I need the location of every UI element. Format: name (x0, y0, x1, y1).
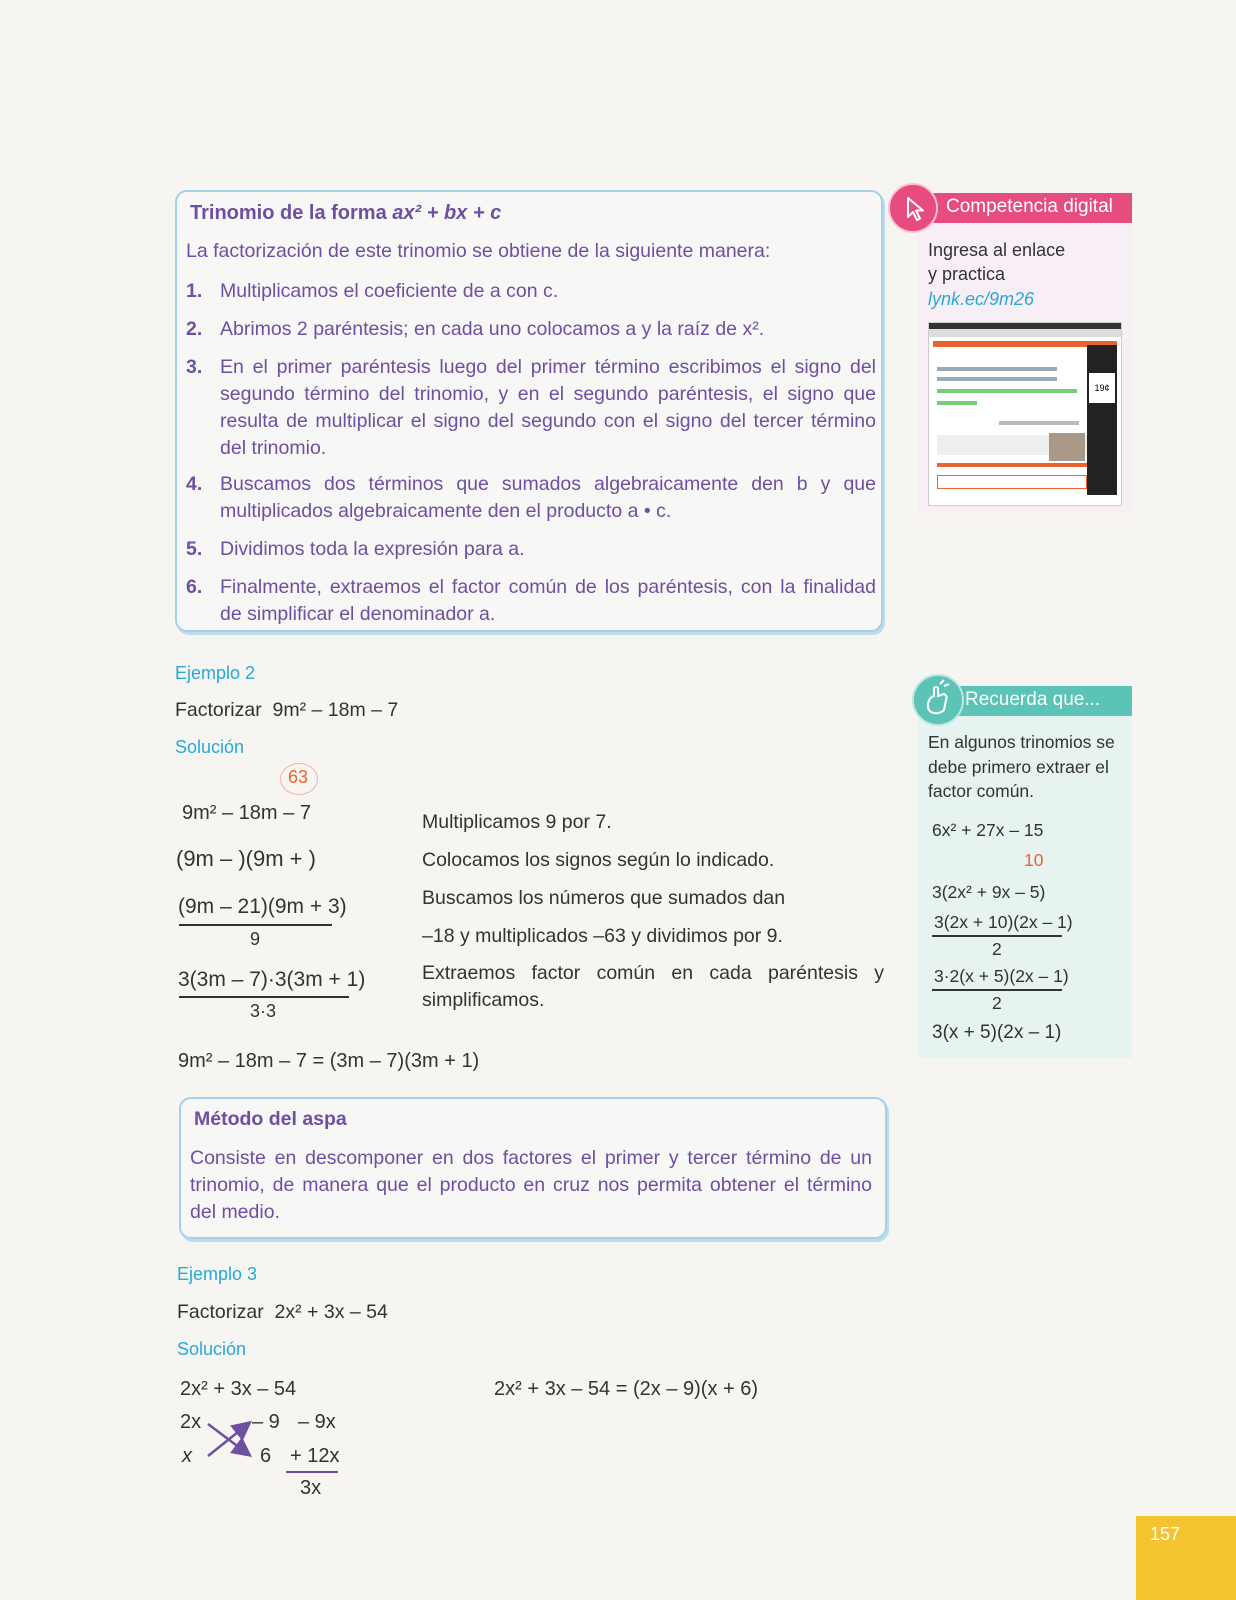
step-4 (186, 471, 876, 525)
cross-arrows-icon (204, 1418, 256, 1460)
ejemplo3-solucion: Solución (177, 1339, 247, 1359)
ejemplo2-frac2-num: 3(3m – 7)·3(3m + 1) (178, 968, 366, 991)
step-5 (186, 536, 876, 563)
step-number: 1. (186, 280, 203, 302)
ejemplo3-result: 2x² + 3x – 54 = (2x – 9)(x + 6) (494, 1378, 759, 1400)
statement-expression: 9m² – 18m – 7 (272, 699, 399, 721)
cross-product-sum: 3x (300, 1477, 322, 1499)
ejemplo2-label: Ejemplo 2 (175, 663, 256, 683)
fraction-bar (932, 989, 1062, 991)
explanation-2: Colocamos los signos según lo indicado. (422, 849, 775, 871)
step-text: Abrimos 2 paréntesis; en cada uno colocamos a y la raíz de x². (220, 318, 765, 340)
step-text: Dividimos toda la expresión para a. (220, 538, 525, 560)
ejemplo2-frac2-den: 3·3 (250, 1001, 277, 1021)
website-screenshot-thumbnail[interactable] (928, 322, 1122, 506)
step-number: 2. (186, 318, 203, 340)
recuerda-result: 3(x + 5)(2x – 1) (932, 1022, 1062, 1043)
step-number: 4. (186, 473, 203, 495)
fraction-bar (179, 996, 349, 998)
recuerda-text: En algunos trinomios se debe primero extraer el factor común. (928, 732, 1115, 801)
ejemplo2-frac1-den: 9 (250, 929, 261, 949)
cross-product-bottom: + 12x (290, 1445, 340, 1467)
step-text: Buscamos dos términos que sumados algebraicamente den b y que multiplicados algebraicamente den el producto a • c. (220, 473, 876, 522)
ejemplo3-statement (177, 1301, 388, 1324)
statement-expression: 2x² + 3x – 54 (274, 1301, 388, 1323)
aspa-right-top: – 9 (252, 1411, 280, 1433)
fraction-bar (932, 935, 1062, 937)
cross-product-top: – 9x (298, 1411, 336, 1433)
trinomio-intro: La factorización de este trinomio se obtiene de la siguiente manera: (186, 240, 771, 262)
step-6 (186, 574, 876, 628)
step-text: En el primer paréntesis luego del primer término escribimos el signo del segundo término del trinomio, y en el segundo paréntesis, el signo que resulta de multiplicar el signo del segundo con el signo del tercer término del trinomio. (220, 356, 876, 459)
ejemplo2-line1: 9m² – 18m – 7 (182, 802, 311, 824)
recuerda-product: 10 (1024, 850, 1044, 870)
step-text: Multiplicamos el coeficiente de a con c. (220, 280, 559, 302)
ejemplo2-frac1-num: (9m – 21)(9m + 3) (178, 895, 347, 918)
step-number: 6. (186, 576, 203, 598)
ejemplo3-label: Ejemplo 3 (177, 1264, 258, 1284)
page-number: 157 (1150, 1524, 1181, 1544)
trinomio-title-formula: ax² + bx + c (392, 202, 502, 224)
recuerda-frac1-den: 2 (992, 939, 1002, 959)
recuerda-expr: 6x² + 27x – 15 (932, 820, 1044, 840)
aspa-left-bottom: x (182, 1445, 192, 1467)
trinomio-title-prefix: Trinomio de la forma (190, 202, 393, 224)
ejemplo3-expr: 2x² + 3x – 54 (180, 1378, 297, 1400)
recuerda-title: Recuerda que... (965, 689, 1101, 710)
aspa-title: Método del aspa (194, 1108, 347, 1130)
ejemplo2-line2: (9m – )(9m + ) (176, 846, 316, 871)
recuerda-step1: 3(2x² + 9x – 5) (932, 882, 1046, 902)
ejemplo2-statement (175, 699, 398, 722)
step-3 (186, 354, 876, 462)
thumb-price: 19¢ (1089, 373, 1115, 403)
step-1 (186, 278, 876, 305)
sum-bar (286, 1471, 338, 1473)
step-2 (186, 316, 876, 343)
step-text: Finalmente, extraemos el factor común de los paréntesis, con la finalidad de simplificar el denominador a. (220, 576, 876, 625)
competencia-title: Competencia digital (946, 196, 1113, 217)
ejemplo2-result: 9m² – 18m – 7 = (3m – 7)(3m + 1) (178, 1050, 480, 1072)
recuerda-frac1-num: 3(2x + 10)(2x – 1) (934, 912, 1073, 932)
step-number: 3. (186, 356, 203, 378)
recuerda-frac2-num: 3·2(x + 5)(2x – 1) (934, 966, 1069, 986)
reminder-hand-icon (912, 674, 964, 726)
recuerda-frac2-den: 2 (992, 993, 1002, 1013)
trinomio-title (190, 202, 501, 225)
aspa-left-top: 2x (180, 1411, 202, 1433)
product-value: 63 (288, 767, 309, 787)
statement-prefix: Factorizar (177, 1301, 264, 1323)
explanation-5: Extraemos factor común en cada paréntesis y simplificamos. (422, 962, 884, 1011)
fraction-bar (179, 924, 332, 926)
competencia-line1: Ingresa al enlace (928, 240, 1066, 260)
explanation-1: Multiplicamos 9 por 7. (422, 811, 612, 833)
explanation-4: –18 y multiplicados –63 y dividimos por 9. (422, 925, 783, 947)
explanation-3: Buscamos los números que sumados dan (422, 887, 786, 909)
step-number: 5. (186, 538, 203, 560)
statement-prefix: Factorizar (175, 699, 262, 721)
cursor-icon (888, 183, 938, 233)
competencia-line2: y practica (928, 264, 1006, 284)
ejemplo2-solucion: Solución (175, 737, 245, 757)
competencia-link[interactable]: lynk.ec/9m26 (928, 289, 1035, 309)
aspa-right-bottom: 6 (260, 1445, 272, 1467)
aspa-description: Consiste en descomponer en dos factores el primer y tercer término de un trinomio, de manera que el producto en cruz nos permita obtener el término del medio. (190, 1147, 872, 1223)
